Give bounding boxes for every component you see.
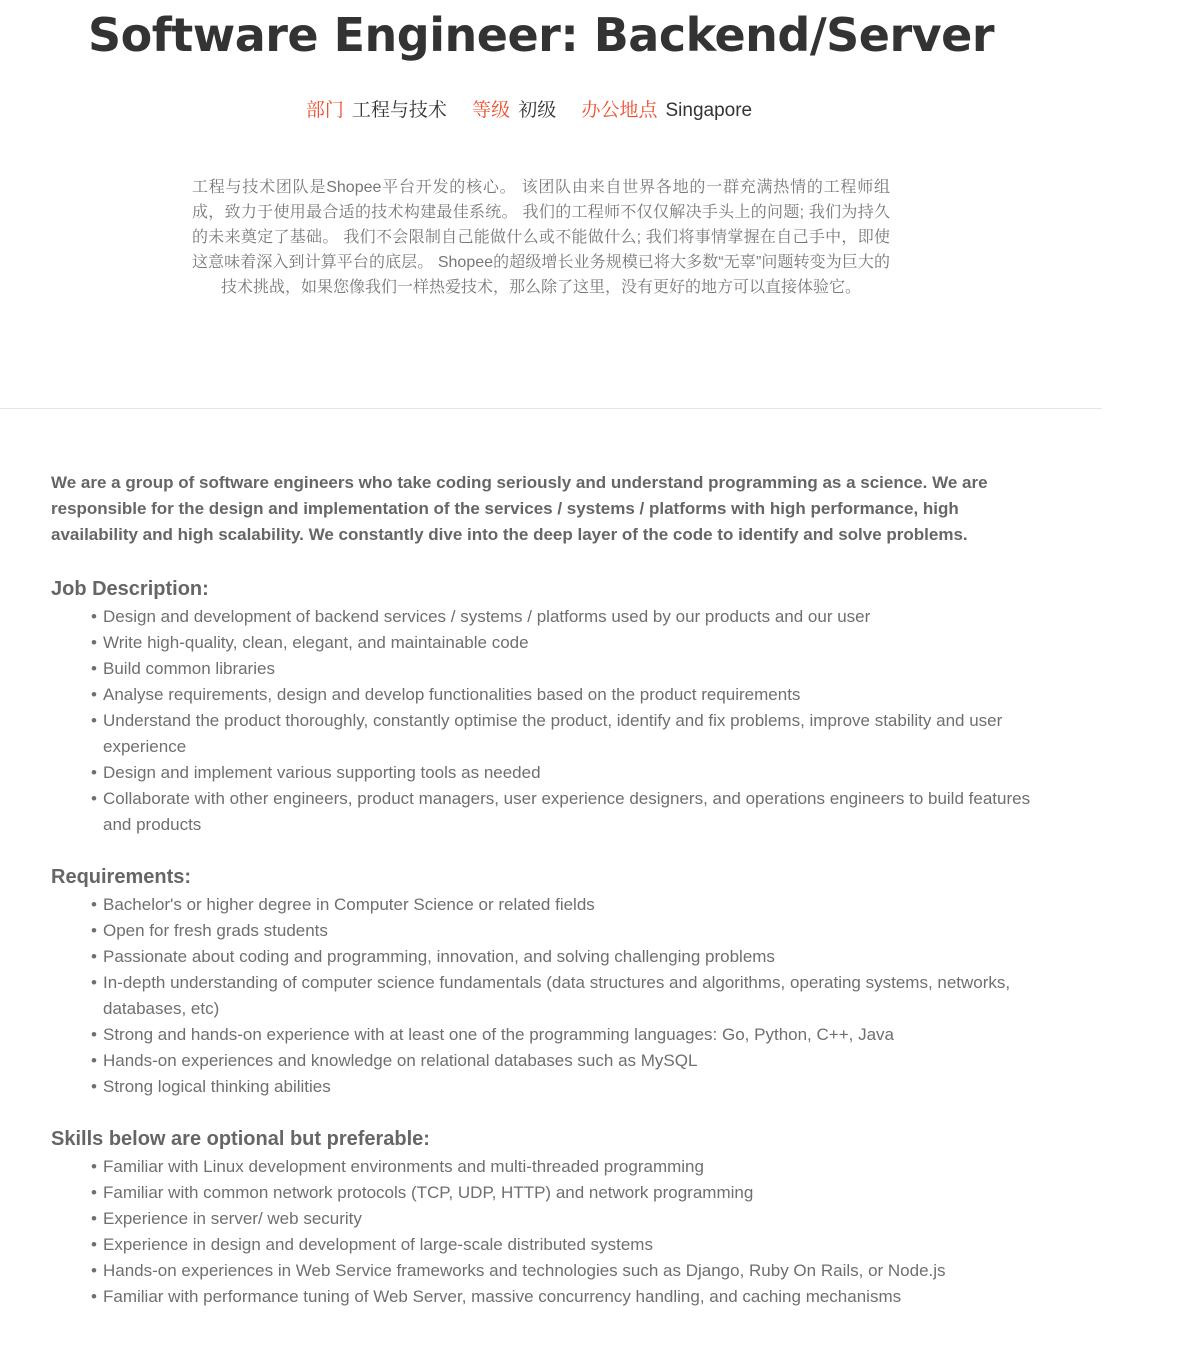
list-item: • Familiar with common network protocols (TCP, UDP, HTTP) and network programming — [103, 1180, 1041, 1206]
list-item: • Write high-quality, clean, elegant, and maintainable code — [103, 630, 1041, 656]
job-meta-row — [0, 97, 1058, 125]
list-item: • Understand the product thoroughly, constantly optimise the product, identify and fix problems, improve stability and user experience — [103, 708, 1041, 760]
level-meta — [472, 97, 556, 125]
section-divider — [0, 408, 1102, 409]
bullet-dot: • — [91, 1025, 97, 1044]
location-value: Singapore — [665, 100, 753, 121]
department-label: 部门 — [305, 100, 344, 121]
bullet-dot: • — [91, 763, 97, 782]
requirements-heading: Requirements: — [51, 866, 192, 888]
team-lead-paragraph: We are a group of software engineers who take coding seriously and understand programming as a science. We are responsible for the design and implementation of the services / systems / platforms with high performance, high availability and high scalability. We constantly dive into the deep layer of the code to identify and solve problems. — [51, 473, 988, 544]
bullet-dot: • — [91, 973, 97, 992]
list-item: • Analyse requirements, design and develop functionalities based on the product requirements — [103, 682, 1041, 708]
location-label: 办公地点 — [581, 100, 658, 121]
bullet-dot: • — [91, 711, 97, 730]
bullet-dot: • — [91, 607, 97, 626]
list-item: • Build common libraries — [103, 656, 1041, 682]
job-description-content — [51, 470, 1041, 1334]
department-value: 工程与技术 — [351, 100, 447, 121]
list-item: • Experience in design and development of large-scale distributed systems — [103, 1232, 1041, 1258]
job-description-heading: Job Description: — [51, 578, 209, 600]
bullet-dot: • — [91, 947, 97, 966]
bullet-dot: • — [91, 1157, 97, 1176]
bullet-dot: • — [91, 1261, 97, 1280]
list-item: • Collaborate with other engineers, product managers, user experience designers, and operations engineers to build features and products — [103, 786, 1041, 838]
bullet-dot: • — [91, 921, 97, 940]
team-intro-paragraph: 工程与技术团队是Shopee平台开发的核心。 该团队由来自世界各地的一群充满热情的工程师组成，致力于使用最合适的技术构建最佳系统。 我们的工程师不仅仅解决手头上的问题; 我们为持久的未来奠定了基础。 我们不会限制自己能做什么或不能做什么; 我们将事情掌握在自己手中，即使这意味着深入到计算平台的底层。 Shopee的超级增长业务规模已将大多数“无辜”问题转变为巨大的技术挑战，如果您像我们一样热爱技术，那么除了这里，没有更好的地方可以直接体验它。 — [192, 179, 890, 296]
list-item: • Design and development of backend services / systems / platforms used by our products and our user — [103, 604, 1041, 630]
preferred-skills-heading: Skills below are optional but preferable: — [51, 1128, 430, 1150]
bullet-dot: • — [91, 659, 97, 678]
location-meta — [581, 97, 752, 125]
bullet-dot: • — [91, 1077, 97, 1096]
bullet-dot: • — [91, 1051, 97, 1070]
list-item: • Hands-on experiences in Web Service frameworks and technologies such as Django, Ruby On Rails, or Node.js — [103, 1258, 1041, 1284]
level-value: 初级 — [518, 100, 557, 121]
list-item: • Familiar with performance tuning of Web Server, massive concurrency handling, and caching mechanisms — [103, 1284, 1041, 1310]
requirements-list — [51, 892, 1041, 1100]
list-item: • Strong logical thinking abilities — [103, 1074, 1041, 1100]
job-description-list — [51, 604, 1041, 838]
list-item: • Open for fresh grads students — [103, 918, 1041, 944]
department-meta — [306, 97, 447, 125]
bullet-dot: • — [91, 685, 97, 704]
preferred-skills-list — [51, 1154, 1041, 1310]
bullet-dot: • — [91, 1235, 97, 1254]
list-item: • Design and implement various supporting tools as needed — [103, 760, 1041, 786]
list-item: • In-depth understanding of computer science fundamentals (data structures and algorithms, operating systems, networks, databases, etc) — [103, 970, 1041, 1022]
list-item: • Passionate about coding and programming, innovation, and solving challenging problems — [103, 944, 1041, 970]
list-item: • Hands-on experiences and knowledge on relational databases such as MySQL — [103, 1048, 1041, 1074]
bullet-dot: • — [91, 1183, 97, 1202]
job-title: Software Engineer: Backend/Server — [87, 8, 995, 62]
list-item: • Strong and hands-on experience with at least one of the programming languages: Go, Python, C++, Java — [103, 1022, 1041, 1048]
bullet-dot: • — [91, 633, 97, 652]
bullet-dot: • — [91, 1209, 97, 1228]
list-item: • Experience in server/ web security — [103, 1206, 1041, 1232]
list-item: • Bachelor's or higher degree in Computer Science or related fields — [103, 892, 1041, 918]
level-label: 等级 — [472, 100, 511, 121]
bullet-dot: • — [91, 895, 97, 914]
list-item: • Familiar with Linux development environments and multi-threaded programming — [103, 1154, 1041, 1180]
bullet-dot: • — [91, 789, 97, 808]
bullet-dot: • — [91, 1287, 97, 1306]
